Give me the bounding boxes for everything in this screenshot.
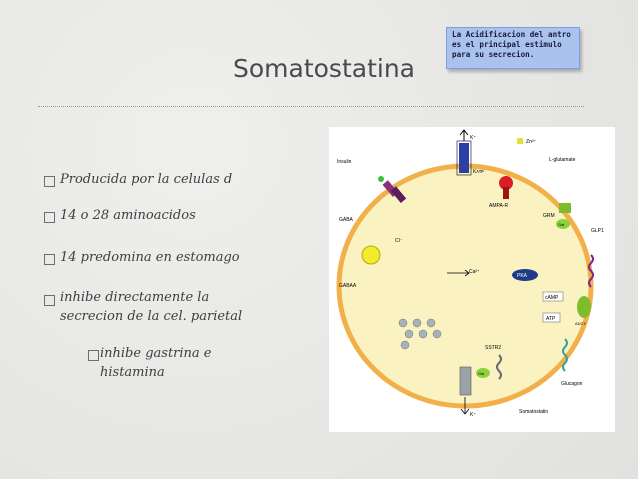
- atp-label: ATP: [546, 316, 556, 322]
- ca-label: Ca²⁺: [469, 269, 480, 275]
- gi-alpha-label-2: Gαi: [478, 371, 485, 376]
- bullet-item-continued: secrecion de la cel. parietal: [60, 309, 243, 324]
- insulin-label: Insulin: [337, 159, 352, 165]
- bullet-item: inhibe directamente la: [60, 290, 210, 305]
- somatostatin-cell-diagram: [329, 127, 615, 432]
- grm-receptor: [559, 203, 571, 213]
- gaba-label: GABA: [339, 217, 353, 223]
- sub-bullet-item: inhibe gastrina e: [100, 346, 212, 361]
- bullet-box: [44, 176, 55, 187]
- sub-bullet-box: [88, 350, 99, 361]
- l-glutamate-label: L-glutamate: [549, 157, 576, 163]
- cl-label: Cl⁻: [395, 238, 403, 244]
- somatostatin-label: Somatostatin: [519, 409, 549, 415]
- gaba-a-label: GABAA: [339, 283, 357, 289]
- bullet-box: [44, 254, 55, 265]
- sstr2-label: SSTR2: [485, 345, 502, 351]
- katp-channel: [459, 143, 469, 173]
- grm-label: GRM: [543, 213, 555, 219]
- insulin-molecule-icon: [378, 176, 384, 182]
- sub-bullet-item-continued: histamina: [100, 365, 165, 380]
- ampa-label: AMPA-R: [489, 203, 509, 209]
- slide-title: Somatostatina: [233, 54, 415, 83]
- bullet-item: 14 o 28 aminoacidos: [60, 208, 196, 223]
- gaba-receptor-icon: [362, 246, 380, 264]
- title-divider: [38, 106, 584, 107]
- zinc-label: Zn²⁺: [526, 139, 537, 145]
- bullet-item: Producida por la celulas d: [60, 172, 233, 187]
- katp-label: Kᴀᴛᴘ: [473, 169, 484, 175]
- diagram-svg: [329, 127, 615, 432]
- k-plus-top-label: K⁺: [470, 135, 476, 141]
- glucagon-label: Glucagon: [561, 381, 583, 387]
- pka-label: PKA: [517, 273, 528, 279]
- bullet-box: [44, 212, 55, 223]
- k-channel-bottom: [460, 367, 471, 395]
- bullet-box: [44, 295, 55, 306]
- zinc-icon: [517, 138, 523, 144]
- bullet-item: 14 predomina en estomago: [60, 250, 240, 265]
- adcy-label: ADCY: [575, 321, 587, 326]
- gi-alpha-label: Gαi: [558, 222, 565, 227]
- adcy-enzyme-icon: [577, 296, 591, 318]
- k-plus-bottom-label: K⁺: [470, 412, 476, 418]
- ampa-receptor: [503, 187, 509, 199]
- arrow-icon: [460, 130, 468, 141]
- glp1-label: GLP1: [591, 228, 604, 234]
- sticky-note: La Acidificacion del antro es el principal estimulo para su secrecion.: [446, 27, 580, 69]
- camp-label: cAMP: [545, 295, 559, 301]
